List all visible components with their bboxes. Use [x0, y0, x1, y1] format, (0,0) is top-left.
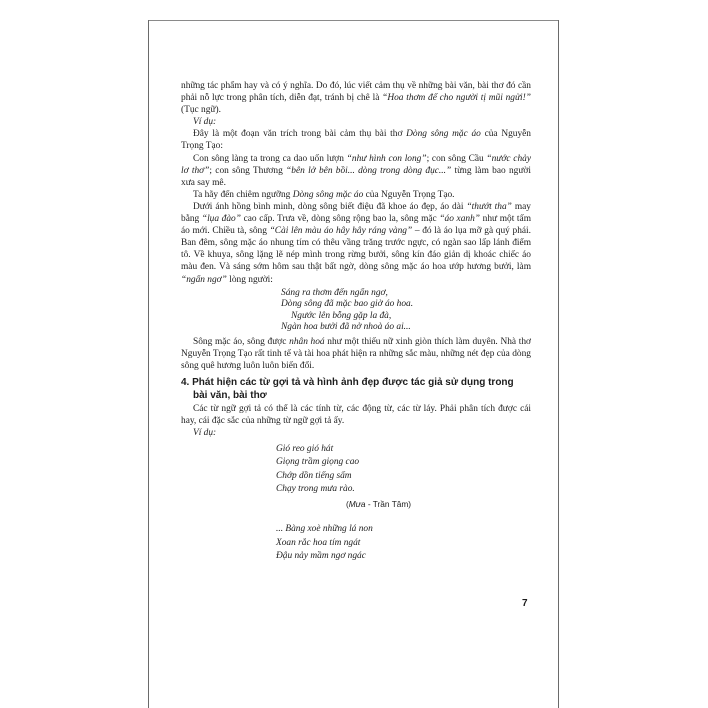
paragraph-excerpt-intro: Đây là một đoạn văn trích trong bài cảm thụ bài thơ Dòng sông mặc áo của Nguyễn Trọng Tạo:	[181, 129, 531, 152]
poem-line: Chớp dồn tiếng sấm	[276, 470, 352, 481]
example-label: Ví dụ:	[193, 117, 217, 128]
poem-line: Giọng trầm giọng cao	[276, 457, 360, 468]
poem-line: Gió reo gió hát	[276, 443, 334, 454]
poem-attribution: (Mưa - Trần Tâm)	[346, 498, 412, 509]
poem-line: Xoan rắc hoa tím ngát	[276, 537, 361, 548]
poem-line: Đậu nảy mầm ngơ ngác	[276, 551, 366, 562]
poem-line: Chạy trong mưa rào.	[276, 484, 355, 495]
poem-excerpt-1	[281, 288, 531, 334]
paragraph-personification: Sông mặc áo, sông được nhân hoá như một thiếu nữ xinh giòn thích làm duyên. Nhà thơ Nguyễn Trọng Tạo rất tinh tế và tài hoa phát hiện ra những sắc màu, những nét đẹp của dòng sông quê hương luôn luôn biến đổi.	[181, 336, 531, 372]
paragraph-rivers: Con sông làng ta trong ca dao uốn lượn “như hình con long”; con sông Cầu “nước chảy lơ thơ”; con sông Thương “bên lở bên bồi... dòng trong dòng đục...” từng làm bao người xưa say mê.	[181, 153, 531, 188]
poem-line: Dòng sông đã mặc bao giờ áo hoa.	[281, 299, 414, 310]
paragraph-analysis: Dưới ánh hồng bình minh, dòng sông biết điệu đã khoe áo đẹp, áo dài “thướt tha” may bằng “lụa đào” cao cấp. Trưa về, dòng sông rộng bao la, sông mặc “áo xanh” như một tấm áo mới. Chiều tà, sông “Cài lên màu áo hây hây ráng vàng” – đó là áo lụa mỡ gà quý phái. Ban đêm, sông mặc áo nhung tím có thêu vầng trăng trước ngực, có ngàn sao lấp lánh điểm tô. Về khuya, sông lặng lẽ nép mình trong rừng bưởi, sông kín đáo giản dị khoác chiếc áo màu đen. Và sáng sớm hôm sau thật bất ngờ, dòng sông mặc áo hoa ướp hương bưởi, làm “ngẩn ngơ” lòng người:	[181, 201, 531, 285]
poem-line: Ngước lên bỗng gặp la đà,	[291, 310, 392, 321]
paragraph-intro: những tác phẩm hay và có ý nghĩa. Do đó, lúc viết cảm thụ về những bài văn, bài thơ đó cần phải nỗ lực trong phân tích, diễn đạt, tránh bị chê là “Hoa thơm để cho người tị mũi ngửi!” (Tục ngữ).	[181, 81, 532, 116]
section-heading: 4. Phát hiện các từ gợi tả và hình ảnh đẹp được tác giả sử dụng trong bài văn, bài thơ	[181, 377, 514, 402]
page-edge-right	[558, 20, 559, 708]
poem-excerpt-2	[276, 443, 531, 497]
example-label-2: Ví dụ:	[193, 428, 217, 439]
page-content	[181, 80, 531, 564]
page-edge-left	[148, 20, 149, 708]
proverb-quote: “Hoa thơm để cho người tị mũi ngửi!”	[382, 93, 532, 104]
paragraph-descriptive-words: Các từ ngữ gợi tả có thể là các tính từ, các động từ, các từ láy. Phải phân tích được cái hay, cái đặc sắc của những từ ngữ gợi tả ấy.	[181, 404, 531, 427]
page-edge-top	[148, 20, 559, 21]
poem-excerpt-3	[276, 523, 531, 564]
poem-line: Ngàn hoa bưởi đã nở nhoà áo ai...	[281, 322, 411, 333]
page-number: 7	[522, 598, 528, 609]
poem-line: ... Bàng xoè những lá non	[276, 523, 373, 534]
poem-line: Sáng ra thơm đến ngẩn ngơ,	[281, 287, 388, 298]
paragraph-admire: Ta hãy đến chiêm ngưỡng Dòng sông mặc áo của Nguyễn Trọng Tạo.	[193, 189, 455, 200]
